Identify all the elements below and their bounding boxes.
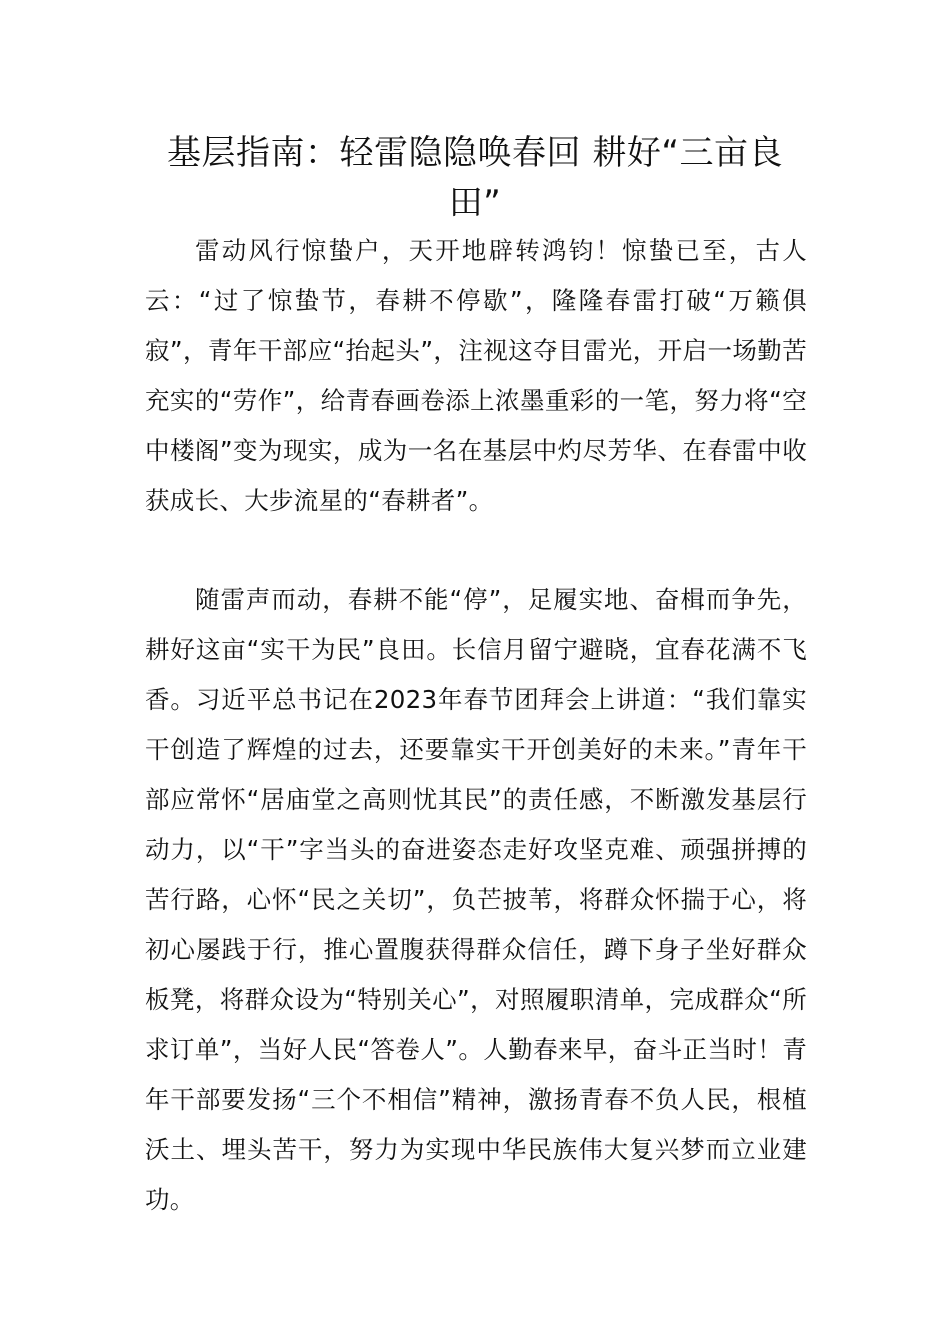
document-title: 基层指南：轻雷隐隐唤春回 耕好“三亩良田” [167, 133, 783, 223]
paragraph-1: 雷动风行惊蛰户，天开地辟转鸿钧！惊蛰已至，古人云：“过了惊蛰节，春耕不停歇”，隆隆春雷打破“万籁俱寂”，青年干部应“抬起头”，注视这夺目雷光，开启一场勤苦充实的“劳作”，给青春画卷添上浓墨重彩的一笔，努力将“空中楼阁”变为现实，成为一名在基层中灼尽芳华、在春雷中收获成长、大步流星的“春耕者”。 [145, 236, 807, 515]
paragraph-2: 随雷声而动，春耕不能“停”，足履实地、奋楫而争先，耕好这亩“实干为民”良田。长信月留宁避晓，宜春花满不飞香。习近平总书记在2023年春节团拜会上讲道：“我们靠实干创造了辉煌的过去，还要靠实干开创美好的未来。”青年干部应常怀“居庙堂之高则忧其民”的责任感，不断激发基层行动力，以“干”字当头的奋进姿态走好攻坚克难、顽强拼搏的苦行路，心怀“民之关切”，负芒披苇，将群众怀揣于心，将初心屡践于行，推心置腹获得群众信任，蹲下身子坐好群众板凳，将群众设为“特别关心”，对照履职清单，完成群众“所求订单”，当好人民“答卷人”。人勤春来早，奋斗正当时！青年干部要发扬“三个不相信”精神，激扬青春不负人民，根植沃土、埋头苦干，努力为实现中华民族伟大复兴梦而立业建功。 [145, 585, 807, 1214]
